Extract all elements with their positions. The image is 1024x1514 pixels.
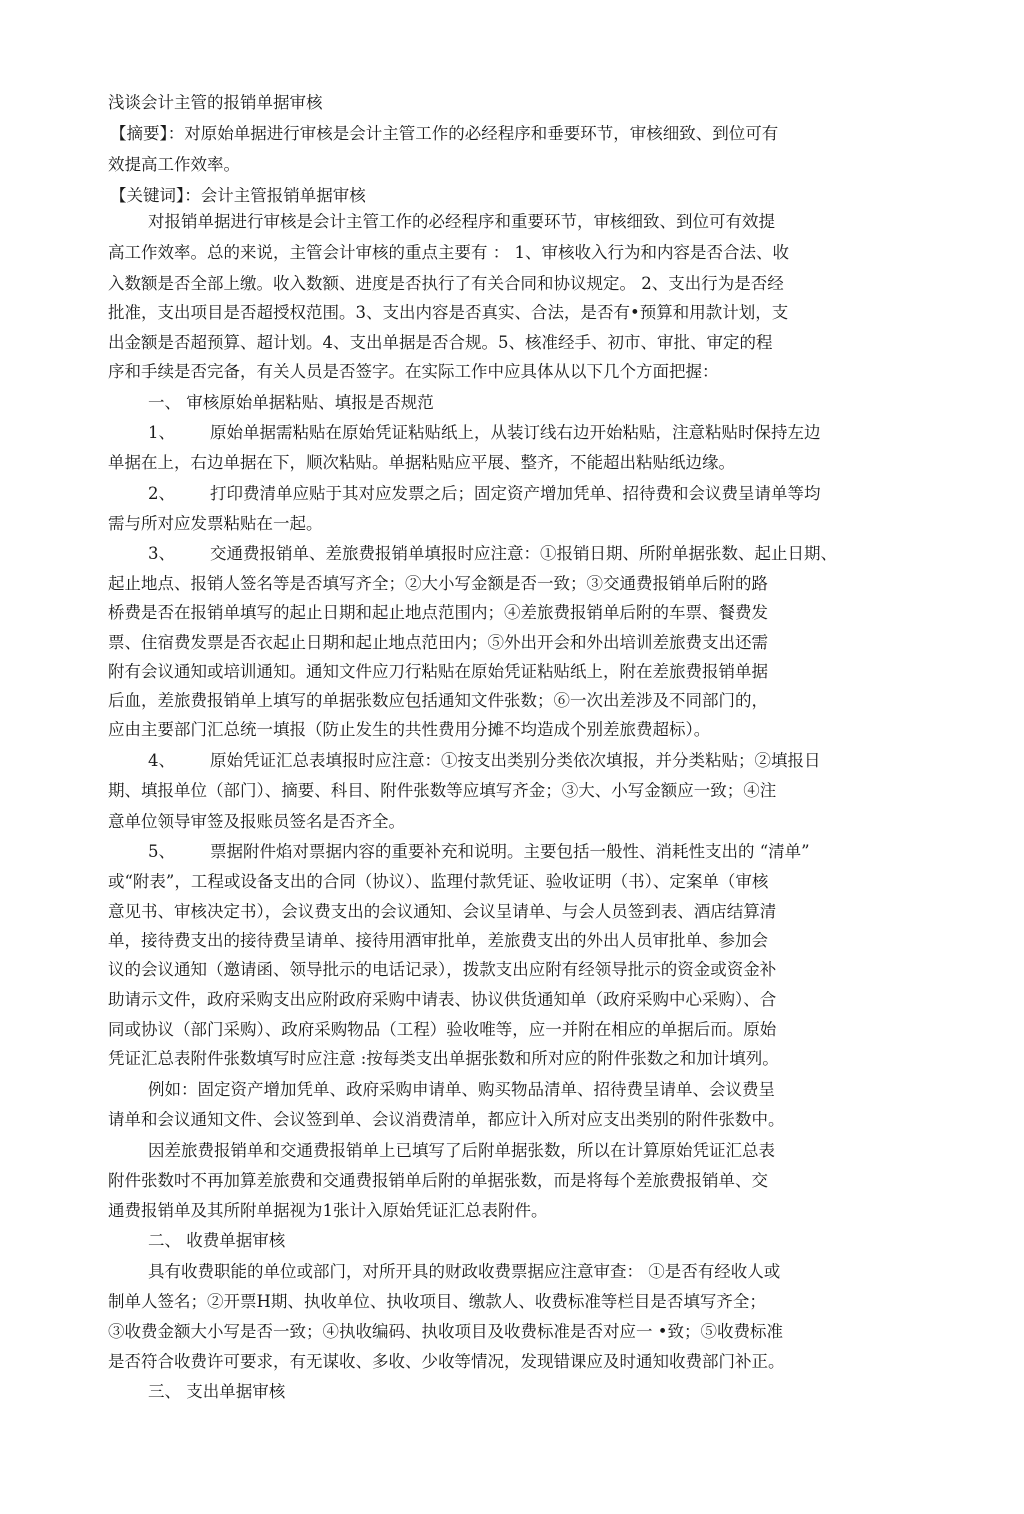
note-line: 通费报销单及其所附单据视为1张计入原始凭证汇总表附件。 <box>108 1201 548 1220</box>
item-line: 交通费报销单、差旅费报销单填报时应注意：①报销日期、所附单据张数、起止日期、 <box>210 544 837 563</box>
item-line: 票据附件焰对票据内容的重要补充和说明。主要包括一般性、消耗性支出的 “清单” <box>210 842 810 861</box>
intro-line: 批准，支出项目是否超授权范围。3、支出内容是否真实、合法，是否有•预算和用款计划，支 <box>108 303 789 322</box>
list-item <box>148 423 821 443</box>
list-item <box>148 544 837 564</box>
section-line: 是否符合收费许可要求，有无谋收、多收、少收等情况，发现错课应及时通知收费部门补正。 <box>108 1352 785 1371</box>
item-line: 应由主要部门汇总统一填报（防止发生的共性费用分摊不均造成个别差旅费超标）。 <box>108 720 711 739</box>
item-number: 2、 <box>148 484 175 503</box>
item-number: 4、 <box>148 751 175 770</box>
intro-line: 高工作效率。总的来说，主管会计审核的重点主要有 ： 1、审核收入行为和内容是否合法、收 <box>108 243 789 262</box>
item-line: 起止地点、报销人签名等是否填写齐全；②大小写金额是否一致；③交通费报销单后附的路 <box>108 574 768 593</box>
item-line: 期、填报单位（部门）、摘要、科目、附件张数等应填写齐金；③大、小写金额应一致；④注 <box>108 781 777 800</box>
section-line: ③收费金额大小写是否一致；④执收编码、执收项目及收费标准是否对应一 •致；⑤收费标准 <box>108 1322 783 1341</box>
section-line: 制单人签名；②开票H期、执收单位、执收项目、缴款人、收费标准等栏目是否填写齐全； <box>108 1292 766 1311</box>
intro-line: 对报销单据进行审核是会计主管工作的必经程序和重要环节，审核细致、到位可有效提 <box>148 212 775 231</box>
list-item <box>148 751 821 771</box>
intro-line: 出金额是否超预算、超计划。4、支出单据是否合规。5、核准经手、初市、审批、审定的程 <box>108 333 773 352</box>
item-line: 需与所对应发票粘贴在一起。 <box>108 514 323 533</box>
intro-line: 入数额是否全部上缴。收入数额、进度是否执行了有关合同和协议规定。 2、支出行为是否经 <box>108 274 784 293</box>
item-line: 打印费清单应贴于其对应发票之后；固定资产增加凭单、招待费和会议费呈请单等均 <box>210 484 821 503</box>
item-line: 凭证汇总表附件张数填写时应注意 :按每类支出单据张数和所对应的附件张数之和加计填列。 <box>108 1049 779 1068</box>
list-item <box>148 842 810 862</box>
list-item <box>148 484 821 504</box>
item-number: 5、 <box>148 842 175 861</box>
item-line: 单据在上，右边单据在下，顺次粘贴。单据粘贴应平展、整齐，不能超出粘贴纸边缘。 <box>108 453 735 472</box>
keywords-line: 【关键词】：会计主管报销单据审核 <box>110 186 366 205</box>
note-line: 附件张数吋不再加算差旅费和交通费报销单后附的单据张数，而是将每个差旅费报销单、交 <box>108 1171 768 1190</box>
document-title: 浅谈会计主管的报销单据审核 <box>108 93 323 112</box>
item-line: 意单位领导审签及报账员签名是否齐全。 <box>108 812 405 831</box>
item-number: 1、 <box>148 423 175 442</box>
example-line: 请单和会议通知文件、会议签到单、会议消费清单，都应计入所对应支出类别的附件张数中。 <box>108 1110 785 1129</box>
item-line: 附有会议通知或培训通知。通知文件应刀行粘贴在原始凭证粘贴纸上，附在差旅费报销单据 <box>108 662 768 681</box>
item-line: 桥费是否在报销单填写的起止日期和起止地点范围内；④差旅费报销单后附的车票、餐费发 <box>108 603 768 622</box>
item-line: 后血，差旅费报销单上填写的单据张数应包括通知文件张数；⑥一次出差涉及不同部门的， <box>108 691 768 710</box>
item-line: 助请示文件，政府采购支出应附政府采购中请表、协议供货通知单（政府采购中心采购）、合 <box>108 990 777 1009</box>
section-heading: 二、 收费单据审核 <box>148 1231 286 1250</box>
item-line: 意见书、审核决定书），会议费支出的会议通知、会议呈请单、与会人员签到表、酒店结算清 <box>108 902 777 921</box>
item-line: 或“附表”，工程或设备支出的合同（协议）、监理付款凭证、验收证明（书）、定案单（审核 <box>108 872 769 891</box>
abstract-line: 效提高工作效率。 <box>108 155 240 174</box>
item-line: 单，接待费支出的接待费呈请单、接待用酒审批单，差旅费支出的外出人员审批单、参加会 <box>108 931 768 950</box>
item-line: 原始单据需粘贴在原始凭证粘贴纸上，从装订线右边开始粘贴，注意粘贴时保持左边 <box>210 423 821 442</box>
example-line: 例如：固定资产增加凭单、政府采购申请单、购买物品清单、招待费呈请单、会议费呈 <box>148 1080 775 1099</box>
item-line: 议的会议通知（邀请函、领导批示的电话记录），拨款支出应附有经领导批示的资金或资金补 <box>108 960 777 979</box>
section-line: 具有收费职能的单位或部门，对所开具的财政收费票据应注意审查： ①是否有经收人或 <box>148 1262 781 1281</box>
item-line: 同或协议（部门采购）、政府采购物品（工程）验收唯等，应一并附在相应的单据后而。原始 <box>108 1020 777 1039</box>
note-line: 因差旅费报销单和交通费报销单上已填写了后附单据张数，所以在计算原始凭证汇总表 <box>148 1141 775 1160</box>
abstract-line: 【摘要】：对原始单据进行审核是会计主管工作的必经程序和垂要环节，审核细致、到位可有 <box>110 124 779 143</box>
item-number: 3、 <box>148 544 175 563</box>
section-heading: 三、 支出单据审核 <box>148 1382 286 1401</box>
item-line: 票、住宿费发票是否衣起止日期和起止地点范田内；⑤外出开会和外出培训差旅费支出还需 <box>108 633 768 652</box>
item-line: 原始凭证汇总表填报时应注意：①按支出类别分类依次填报，并分类粘贴；②填报日 <box>210 751 821 770</box>
intro-line: 序和手续是否完备，有关人员是否签字。在实际工作中应具体从以下几个方面把握： <box>108 362 719 381</box>
section-heading: 一、 审核原始单据粘贴、填报是否规范 <box>148 393 434 412</box>
